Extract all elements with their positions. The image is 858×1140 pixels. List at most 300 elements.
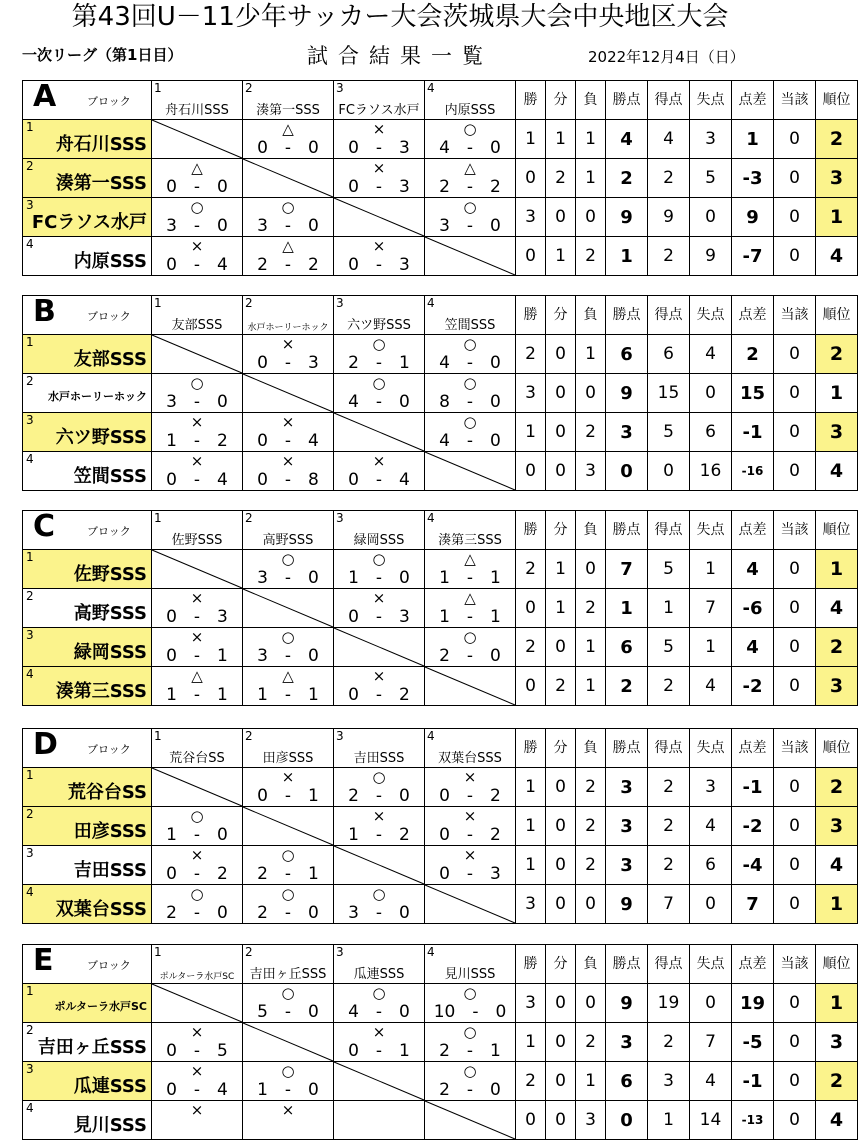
result-symbol: ×: [281, 452, 295, 470]
match-score: 0 - 1: [257, 786, 319, 806]
wins-value: 1: [516, 768, 546, 807]
goal-difference-value: -3: [732, 159, 774, 198]
match-score: 0 - 3: [348, 138, 410, 158]
diagonal-line: [243, 374, 333, 412]
header-row: [23, 296, 858, 335]
stat-header: 点差: [732, 945, 774, 984]
opponent-name: 吉田SSS: [353, 751, 405, 766]
result-symbol: ×: [372, 1023, 386, 1041]
block-letter: E: [33, 943, 54, 978]
match-result-cell: [152, 628, 243, 667]
head-to-head-value: 0: [774, 374, 816, 413]
team-name: 田彦SSS: [73, 821, 147, 842]
head-to-head-value: 0: [774, 335, 816, 374]
losses-value: 1: [576, 120, 606, 159]
self-match-cell: [334, 846, 425, 885]
goals-against-value: 0: [690, 984, 732, 1023]
result-symbol: △: [464, 159, 476, 177]
goals-for-value: 2: [648, 846, 690, 885]
team-name-cell: [23, 413, 152, 452]
match-result-cell: [152, 846, 243, 885]
opponent-header: [243, 296, 334, 335]
rank-value: 2: [816, 335, 858, 374]
stat-header: 負: [576, 81, 606, 120]
wins-value: 1: [516, 120, 546, 159]
team-number: 2: [26, 1023, 34, 1037]
wins-value: 2: [516, 335, 546, 374]
goals-against-value: 7: [690, 1023, 732, 1062]
opponent-number: 4: [427, 945, 435, 959]
wins-value: 2: [516, 628, 546, 667]
match-result-cell: [425, 335, 516, 374]
match-result-cell: [152, 413, 243, 452]
block-c: [22, 509, 851, 706]
match-result-cell: [425, 413, 516, 452]
losses-value: 0: [576, 885, 606, 924]
match-result-cell: [152, 237, 243, 276]
team-row: [23, 846, 858, 885]
points-value: 9: [606, 374, 648, 413]
stat-header: 失点: [690, 945, 732, 984]
goal-difference-value: 1: [732, 120, 774, 159]
match-score: 1 - 1: [166, 685, 228, 705]
opponent-name: 田彦SSS: [262, 751, 314, 766]
goals-for-value: 7: [648, 885, 690, 924]
losses-value: 2: [576, 413, 606, 452]
match-score: 0 - 2: [348, 685, 410, 705]
opponent-number: 2: [245, 511, 253, 525]
wins-value: 1: [516, 846, 546, 885]
team-name: 緑岡SSS: [73, 642, 147, 663]
wins-value: 0: [516, 159, 546, 198]
block-header-cell: [23, 296, 152, 335]
stat-header: 負: [576, 729, 606, 768]
team-row: [23, 452, 858, 491]
opponent-number: 1: [154, 945, 162, 959]
block-header-cell: [23, 945, 152, 984]
wins-value: 2: [516, 1062, 546, 1101]
team-name-cell: [23, 550, 152, 589]
goal-difference-value: -13: [732, 1101, 774, 1140]
rank-value: 2: [816, 628, 858, 667]
team-name: 友部SSS: [73, 349, 147, 370]
match-result-cell: [243, 667, 334, 706]
draws-value: 0: [546, 807, 576, 846]
match-result-cell: [425, 846, 516, 885]
goals-for-value: 5: [648, 628, 690, 667]
team-name-cell: [23, 1062, 152, 1101]
stat-header: 順位: [816, 296, 858, 335]
head-to-head-value: 0: [774, 984, 816, 1023]
wins-value: 3: [516, 198, 546, 237]
standings-table: [22, 80, 858, 276]
result-symbol: ×: [190, 1101, 204, 1119]
stat-header: 順位: [816, 511, 858, 550]
draws-value: 0: [546, 885, 576, 924]
stat-header: 勝: [516, 511, 546, 550]
head-to-head-value: 0: [774, 237, 816, 276]
goals-for-value: 5: [648, 413, 690, 452]
match-score: 0 - 3: [166, 607, 228, 627]
match-result-cell: [152, 198, 243, 237]
self-match-cell: [243, 807, 334, 846]
match-score: 2 - 0: [257, 903, 319, 923]
result-symbol: ×: [190, 413, 204, 431]
result-symbol: ×: [372, 159, 386, 177]
head-to-head-value: 0: [774, 413, 816, 452]
match-score: 1 - 2: [166, 431, 228, 451]
stat-header: 勝点: [606, 81, 648, 120]
stat-header: 勝: [516, 945, 546, 984]
match-result-cell: [334, 159, 425, 198]
block-e: [22, 943, 851, 1140]
opponent-number: 3: [336, 296, 344, 310]
stat-header: 失点: [690, 81, 732, 120]
opponent-number: 1: [154, 81, 162, 95]
losses-value: 1: [576, 159, 606, 198]
stat-header: 勝点: [606, 729, 648, 768]
self-match-cell: [425, 452, 516, 491]
diagonal-line: [334, 1062, 424, 1100]
result-symbol: ○: [372, 550, 386, 568]
losses-value: 0: [576, 374, 606, 413]
result-symbol: ○: [281, 628, 295, 646]
opponent-number: 4: [427, 81, 435, 95]
block-letter: B: [33, 294, 56, 329]
match-score: 2 - 1: [348, 353, 410, 373]
goals-against-value: 1: [690, 628, 732, 667]
team-name-cell: [23, 628, 152, 667]
match-result-cell: [152, 452, 243, 491]
head-to-head-value: 0: [774, 768, 816, 807]
result-symbol: △: [464, 550, 476, 568]
stat-header: 分: [546, 729, 576, 768]
match-result-cell: [243, 984, 334, 1023]
opponent-number: 3: [336, 81, 344, 95]
standings-table: [22, 728, 858, 924]
goals-against-value: 5: [690, 159, 732, 198]
opponent-name: 六ツ野SSS: [347, 318, 411, 333]
team-name: FCラソス水戸: [31, 212, 147, 233]
rank-value: 3: [816, 807, 858, 846]
opponent-header: [334, 81, 425, 120]
draws-value: 2: [546, 159, 576, 198]
result-symbol: ×: [372, 452, 386, 470]
result-symbol: ○: [281, 984, 295, 1002]
goals-for-value: 9: [648, 198, 690, 237]
goals-against-value: 16: [690, 452, 732, 491]
self-match-cell: [243, 159, 334, 198]
goal-difference-value: 9: [732, 198, 774, 237]
result-symbol: ×: [281, 335, 295, 353]
points-value: 6: [606, 1062, 648, 1101]
match-score: 0 - 2: [439, 825, 501, 845]
team-name-cell: [23, 885, 152, 924]
match-result-cell: [243, 1101, 334, 1140]
opponent-header: [243, 511, 334, 550]
result-symbol: ○: [190, 374, 204, 392]
stat-header: 勝: [516, 729, 546, 768]
self-match-cell: [425, 885, 516, 924]
opponent-name: 緑岡SSS: [353, 533, 405, 548]
header-row: [23, 945, 858, 984]
rank-value: 4: [816, 237, 858, 276]
team-row: [23, 885, 858, 924]
goals-against-value: 1: [690, 550, 732, 589]
stat-header: 順位: [816, 729, 858, 768]
goals-against-value: 4: [690, 335, 732, 374]
match-result-cell: [243, 237, 334, 276]
match-result-cell: [243, 452, 334, 491]
self-match-cell: [425, 1101, 516, 1140]
team-name-cell: [23, 667, 152, 706]
results-heading: 試合結果一覧: [307, 44, 493, 68]
match-score: 0 - 4: [166, 470, 228, 490]
match-score: 2 - 0: [348, 786, 410, 806]
result-symbol: ×: [190, 452, 204, 470]
draws-value: 2: [546, 667, 576, 706]
result-symbol: ○: [463, 628, 477, 646]
rank-value: 4: [816, 452, 858, 491]
match-score: 3 - 0: [257, 646, 319, 666]
diagonal-line: [425, 452, 515, 490]
wins-value: 0: [516, 1101, 546, 1140]
head-to-head-value: 0: [774, 846, 816, 885]
team-number: 2: [26, 589, 34, 603]
match-result-cell: [425, 550, 516, 589]
match-score: 0 - 0: [257, 138, 319, 158]
match-score: 2 - 1: [257, 864, 319, 884]
opponent-name: FCラソス水戸: [338, 103, 420, 118]
head-to-head-value: 0: [774, 452, 816, 491]
self-match-cell: [152, 768, 243, 807]
match-score: 2 - 1: [439, 1041, 501, 1061]
match-score: 1 - 1: [257, 685, 319, 705]
team-name: 内原SSS: [73, 251, 147, 272]
team-name-cell: [23, 768, 152, 807]
team-name-cell: [23, 589, 152, 628]
rank-value: 2: [816, 1062, 858, 1101]
head-to-head-value: 0: [774, 628, 816, 667]
stat-header: 勝点: [606, 296, 648, 335]
wins-value: 3: [516, 374, 546, 413]
goals-against-value: 4: [690, 667, 732, 706]
diagonal-line: [152, 984, 242, 1022]
team-row: [23, 237, 858, 276]
points-value: 4: [606, 120, 648, 159]
opponent-name: 瓜連SSS: [353, 967, 405, 982]
diagonal-line: [152, 768, 242, 806]
goals-for-value: 19: [648, 984, 690, 1023]
losses-value: 0: [576, 984, 606, 1023]
rank-value: 1: [816, 374, 858, 413]
match-result-cell: [243, 628, 334, 667]
stat-header: 順位: [816, 81, 858, 120]
stat-header: 負: [576, 945, 606, 984]
team-row: [23, 1023, 858, 1062]
match-score: 4 - 0: [439, 138, 501, 158]
points-value: 3: [606, 807, 648, 846]
team-name: 見川SSS: [73, 1115, 147, 1136]
header-row: [23, 81, 858, 120]
match-score: 0 - 3: [348, 255, 410, 275]
opponent-name: 笠間SSS: [444, 318, 496, 333]
wins-value: 0: [516, 667, 546, 706]
team-number: 4: [26, 237, 34, 251]
result-symbol: ○: [190, 885, 204, 903]
points-value: 0: [606, 1101, 648, 1140]
opponent-name: 双葉台SSS: [438, 751, 502, 766]
stat-header: 失点: [690, 511, 732, 550]
match-result-cell: [334, 237, 425, 276]
goal-difference-value: 15: [732, 374, 774, 413]
team-row: [23, 159, 858, 198]
opponent-header: [334, 511, 425, 550]
rank-value: 1: [816, 550, 858, 589]
goals-for-value: 3: [648, 1062, 690, 1101]
wins-value: 1: [516, 807, 546, 846]
opponent-name: 荒谷台SS: [169, 751, 225, 766]
goals-against-value: 3: [690, 120, 732, 159]
match-score: 3 - 0: [166, 216, 228, 236]
standings-table: [22, 944, 858, 1140]
result-symbol: ×: [372, 667, 386, 685]
match-score: 2 - 2: [439, 177, 501, 197]
stat-header: 当該: [774, 945, 816, 984]
stat-header: 負: [576, 511, 606, 550]
stat-header: 当該: [774, 729, 816, 768]
points-value: 9: [606, 984, 648, 1023]
self-match-cell: [334, 1062, 425, 1101]
losses-value: 2: [576, 768, 606, 807]
result-symbol: ×: [463, 846, 477, 864]
head-to-head-value: 0: [774, 589, 816, 628]
team-number: 1: [26, 984, 34, 998]
result-symbol: ×: [281, 413, 295, 431]
result-symbol: ○: [463, 198, 477, 216]
result-symbol: ○: [463, 120, 477, 138]
stat-header: 負: [576, 296, 606, 335]
match-result-cell: [334, 885, 425, 924]
stat-header: 当該: [774, 511, 816, 550]
head-to-head-value: 0: [774, 198, 816, 237]
match-result-cell: [425, 198, 516, 237]
league-round-label: 一次リーグ（第1日目）: [22, 46, 183, 64]
opponent-number: 1: [154, 296, 162, 310]
match-result-cell: [425, 374, 516, 413]
diagonal-line: [334, 846, 424, 884]
match-result-cell: [334, 335, 425, 374]
stat-header: 点差: [732, 296, 774, 335]
opponent-number: 4: [427, 511, 435, 525]
opponent-header: [334, 729, 425, 768]
standings-table: [22, 510, 858, 706]
match-score: 0 - 4: [166, 255, 228, 275]
stat-header: 勝点: [606, 945, 648, 984]
goals-for-value: 2: [648, 667, 690, 706]
rank-value: 3: [816, 159, 858, 198]
opponent-name: 湊第一SSS: [256, 103, 320, 118]
opponent-number: 1: [154, 511, 162, 525]
team-row: [23, 589, 858, 628]
head-to-head-value: 0: [774, 885, 816, 924]
team-name: 湊第一SSS: [55, 173, 147, 194]
self-match-cell: [425, 237, 516, 276]
team-name: 荒谷台SS: [67, 782, 147, 803]
goals-for-value: 6: [648, 335, 690, 374]
page-title: 第43回U－11少年サッカー大会茨城県大会中央地区大会: [71, 2, 729, 32]
match-score: 0 - 0: [166, 177, 228, 197]
diagonal-line: [425, 237, 515, 275]
result-symbol: ○: [281, 885, 295, 903]
goals-for-value: 1: [648, 1101, 690, 1140]
result-symbol: ○: [463, 1062, 477, 1080]
stat-header: 分: [546, 296, 576, 335]
team-name-cell: [23, 1023, 152, 1062]
goals-against-value: 7: [690, 589, 732, 628]
match-score: 0 - 4: [166, 1080, 228, 1100]
self-match-cell: [152, 335, 243, 374]
rank-value: 1: [816, 885, 858, 924]
self-match-cell: [334, 628, 425, 667]
goal-difference-value: -5: [732, 1023, 774, 1062]
match-result-cell: [152, 159, 243, 198]
rank-value: 4: [816, 846, 858, 885]
result-symbol: ×: [190, 237, 204, 255]
match-result-cell: [152, 1062, 243, 1101]
goals-against-value: 4: [690, 807, 732, 846]
block-header-cell: [23, 729, 152, 768]
points-value: 7: [606, 550, 648, 589]
self-match-cell: [152, 120, 243, 159]
stat-header: 得点: [648, 296, 690, 335]
goals-for-value: 4: [648, 120, 690, 159]
team-row: [23, 198, 858, 237]
team-number: 3: [26, 846, 34, 860]
diagonal-line: [152, 335, 242, 373]
losses-value: 1: [576, 628, 606, 667]
team-number: 2: [26, 807, 34, 821]
self-match-cell: [425, 667, 516, 706]
losses-value: 3: [576, 1101, 606, 1140]
match-score: 0 - 1: [166, 646, 228, 666]
stat-header: 分: [546, 511, 576, 550]
losses-value: 1: [576, 335, 606, 374]
head-to-head-value: 0: [774, 159, 816, 198]
stat-header: 点差: [732, 729, 774, 768]
rank-value: 3: [816, 413, 858, 452]
points-value: 3: [606, 846, 648, 885]
opponent-name: 友部SSS: [171, 318, 223, 333]
goal-difference-value: -1: [732, 413, 774, 452]
opponent-name: ポルターラ水戸SC: [159, 972, 235, 982]
match-result-cell: [152, 885, 243, 924]
opponent-header: [152, 296, 243, 335]
match-result-cell: [243, 120, 334, 159]
match-score: 4 - 0: [439, 431, 501, 451]
diagonal-line: [334, 198, 424, 236]
result-symbol: ○: [463, 335, 477, 353]
match-score: 2 - 2: [257, 255, 319, 275]
match-result-cell: [425, 1062, 516, 1101]
opponent-number: 2: [245, 729, 253, 743]
match-score: 0 - 3: [439, 864, 501, 884]
opponent-header: [425, 296, 516, 335]
block-label: ブロック: [87, 959, 131, 972]
draws-value: 1: [546, 120, 576, 159]
opponent-header: [334, 296, 425, 335]
match-score: 0 - 2: [439, 786, 501, 806]
